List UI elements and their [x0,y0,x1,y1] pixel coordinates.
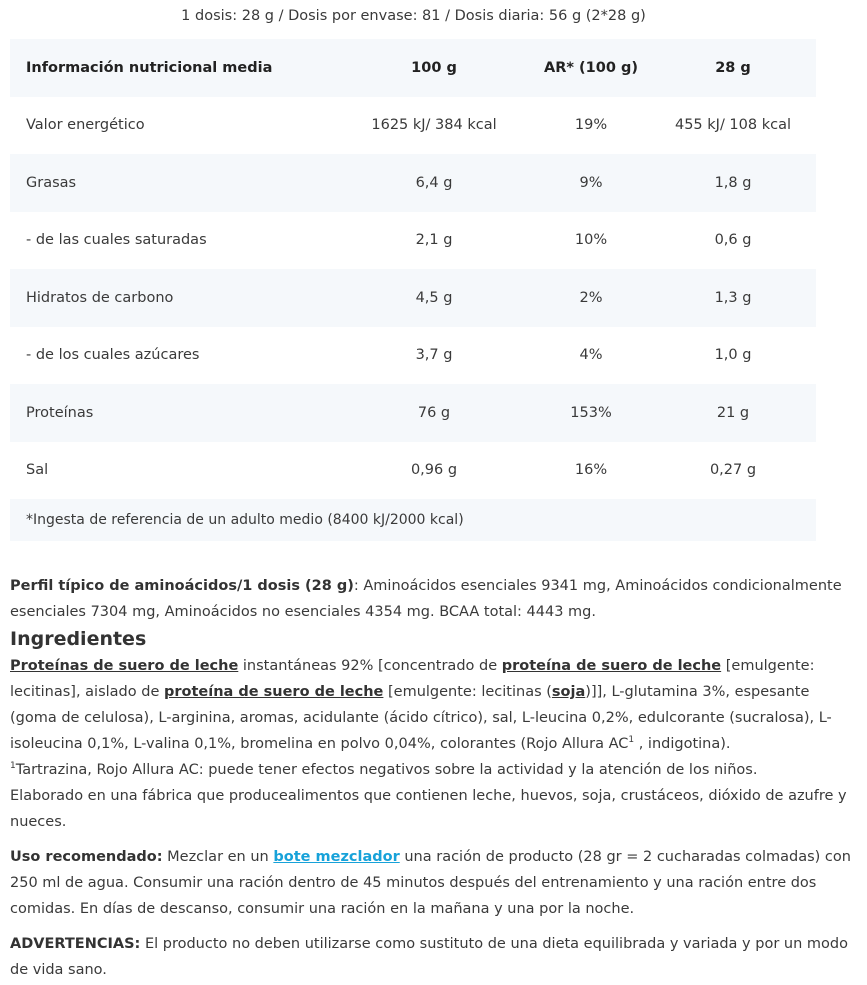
value-100g: 3,7 g [415,347,453,364]
nutrient-name: - de las cuales saturadas [26,232,207,249]
warnings-section: ADVERTENCIAS: El producto no deben utilizarse como sustituto de una dieta equilibrada y variada y por un modo de vida sano. [10,936,848,978]
value-100g: 0,96 g [410,462,458,479]
value-28g: 0,6 g [714,232,752,249]
value-100g: 6,4 g [415,174,453,191]
table-row [10,154,816,212]
table-header-row [10,39,816,97]
value-100g: 2,1 g [415,232,453,249]
allergen-note: Elaborado en una fábrica que producealimentos que contienen leche, huevos, soja, crustáceos, dióxido de azufre y nueces. [10,788,847,830]
value-100g: 4,5 g [415,289,453,306]
column-header: 100 g [411,59,457,76]
nutrient-name: Valor energético [26,117,145,134]
ingredients-heading: Ingredientes [10,628,147,650]
value-28g: 455 kJ/ 108 kcal [674,117,792,134]
serving-info: 1 dosis: 28 g / Dosis por envase: 81 / Dosis diaria: 56 g (2*28 g) [181,8,646,24]
amino-profile [10,573,855,625]
value-28g: 21 g [716,404,750,421]
allergen-highlight: proteína de suero de leche [501,658,722,674]
table-row [10,327,816,385]
value-28g: 0,27 g [709,462,757,479]
table-row [10,97,816,155]
value-28g: 1,3 g [714,289,752,306]
value-ar: 9% [579,174,603,191]
value-ar: 4% [579,347,603,364]
allergen-highlight: proteína de suero de leche [163,684,384,700]
nutrient-name: Grasas [26,174,77,191]
value-28g: 1,0 g [714,347,752,364]
nutrient-name: Hidratos de carbono [26,289,174,306]
nutrient-name: - de los cuales azúcares [26,347,200,364]
column-header: Información nutricional media [26,59,273,76]
column-header: 28 g [715,59,751,76]
column-header: AR* (100 g) [544,59,638,76]
table-row [10,269,816,327]
value-ar: 19% [574,117,608,134]
amino-profile-text: : Aminoácidos esenciales 9341 mg, Aminoácidos condicionalmente esenciales 7304 mg, Aminoácidos no esenciales 4354 mg. BCAA total: 4443 mg. [10,578,842,620]
nutrient-name: Sal [26,462,49,479]
nutrition-table [10,39,816,541]
product-details [10,573,855,983]
value-ar: 16% [574,462,608,479]
value-28g: 1,8 g [714,174,752,191]
shaker-link[interactable]: bote mezclador [273,849,400,865]
footnote-marker: 1 [628,735,635,746]
value-ar: 153% [570,404,612,421]
nutrient-name: Proteínas [26,404,94,421]
usage-label: Uso recomendado: [10,849,163,865]
value-100g: 76 g [417,404,451,421]
allergen-highlight: Proteínas de suero de leche [10,658,239,674]
colorant-note: $^1$Tartrazina, Rojo Allura AC: puede tener efectos negativos sobre la actividad y la atención de los niños. [10,761,758,778]
value-ar: 10% [574,232,608,249]
ingredients-list: Proteínas de suero de leche instantáneas 92% [concentrado de proteína de suero de leche [emulgente: lecitinas], aislado de proteína de suero de leche [emulgente: lecitinas (soja)]], L-glutamina 3%, espesante (goma de celulosa), L-arginina, aromas, acidulante (ácido cítrico), sal, L-leucina 0,2%, edulcorante (sucralosa), L-isoleucina 0,1%, L-valina 0,1%, bromelina en polvo 0,04%, colorantes (Rojo Allura $AC^1$ , indigotina). [10,658,832,752]
table-footnote-row [10,499,816,541]
table-footnote: *Ingesta de referencia de un adulto medio (8400 kJ/2000 kcal) [26,512,464,528]
value-ar: 2% [579,289,603,306]
amino-profile-label: Perfil típico de aminoácidos/1 dosis (28 g) [10,578,354,594]
footnote-marker: 1 [10,761,16,772]
table-row [10,442,816,500]
usage-section: Uso recomendado: Mezclar en un bote mezclador una ración de producto (28 gr = 2 cucharadas colmadas) con 250 ml de agua. Consumir una ración dentro de 45 minutos después del entrenamiento y una ración entre dos comidas. En días de descanso, consumir una ración en la mañana y una por la noche. [10,849,851,917]
warnings-label: ADVERTENCIAS: [10,936,141,952]
value-100g: 1625 kJ/ 384 kcal [371,117,497,134]
table-row [10,384,816,442]
allergen-highlight: soja [551,684,586,700]
table-row [10,212,816,270]
